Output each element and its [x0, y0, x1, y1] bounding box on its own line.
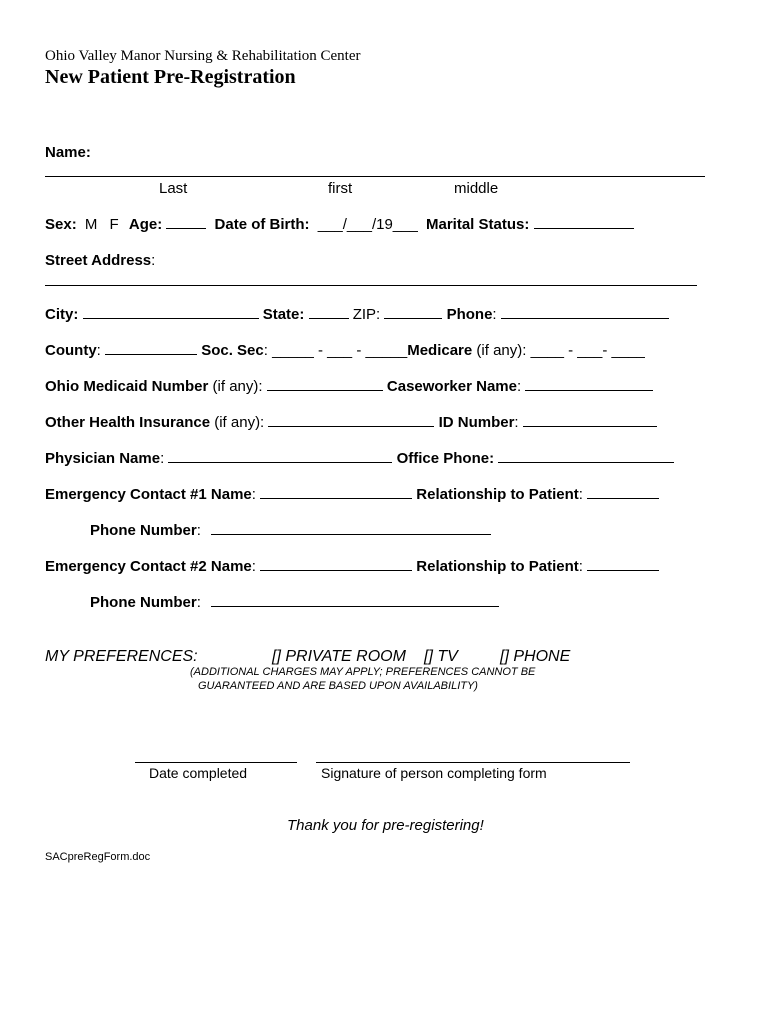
emergency-1-relationship-label: Relationship to Patient: [416, 486, 579, 503]
county-label: County: [45, 342, 97, 359]
emergency-1-name-label: Emergency Contact #1 Name: [45, 486, 252, 503]
emergency-1-phone-row: [90, 522, 491, 539]
caseworker-label: Caseworker Name: [386, 378, 517, 395]
medicare-suffix: (if any):: [476, 342, 527, 359]
soc-sec-label: Soc. Sec: [201, 342, 264, 359]
insurance-label: Other Health Insurance: [45, 414, 211, 431]
middle-name-caption: middle: [454, 180, 499, 197]
last-name-caption: Last: [159, 180, 188, 197]
insurance-row: [45, 414, 657, 431]
age-label: Age:: [128, 216, 163, 233]
zip-label: ZIP:: [352, 306, 381, 323]
city-field[interactable]: [83, 306, 259, 319]
insurance-suffix: (if any):: [214, 414, 265, 431]
date-completed-label: Date completed: [149, 765, 248, 781]
emergency-contact-2-row: [45, 558, 659, 575]
physician-row: [45, 450, 674, 467]
sex-label: Sex:: [45, 216, 77, 233]
id-number-colon: :: [514, 414, 519, 431]
signature-label: Signature of person completing form: [321, 765, 547, 781]
emergency-1-phone-label: Phone Number: [90, 522, 197, 539]
medicare-field[interactable]: ____ - ___- ____: [530, 342, 645, 359]
medicaid-suffix: (if any):: [212, 378, 263, 395]
zip-field[interactable]: [384, 306, 442, 319]
marital-status-field[interactable]: [534, 216, 634, 229]
preference-tv-checkbox[interactable]: [] TV: [424, 648, 458, 665]
form-title: New Patient Pre-Registration: [45, 66, 296, 88]
phone-field[interactable]: [501, 306, 669, 319]
phone-label: Phone: [446, 306, 493, 323]
dob-label: Date of Birth:: [214, 216, 310, 233]
preferences-note-line-2: GUARANTEED AND ARE BASED UPON AVAILABILITY): [198, 680, 478, 692]
street-address-colon: :: [151, 252, 156, 269]
state-label: State:: [262, 306, 305, 323]
office-phone-field[interactable]: [498, 450, 674, 463]
emergency-1-phone-field[interactable]: [211, 522, 491, 535]
preferences-note-line-1: (ADDITIONAL CHARGES MAY APPLY; PREFERENCES CANNOT BE: [190, 666, 536, 678]
soc-sec-field[interactable]: _____ - ___ - _____: [272, 342, 408, 359]
city-row: [45, 306, 669, 323]
phone-colon: :: [492, 306, 497, 323]
preferences-label: MY PREFERENCES:: [45, 648, 198, 665]
emergency-2-phone-colon: :: [196, 594, 201, 611]
caseworker-colon: :: [516, 378, 522, 395]
sex-options[interactable]: M F: [84, 216, 119, 233]
name-field[interactable]: [45, 176, 705, 177]
street-address-row: [45, 252, 155, 269]
facility-name: Ohio Valley Manor Nursing & Rehabilitation Center: [45, 48, 361, 64]
county-row: [45, 342, 645, 359]
emergency-1-phone-colon: :: [196, 522, 201, 539]
emergency-2-phone-field[interactable]: [211, 594, 499, 607]
medicaid-label: Ohio Medicaid Number: [45, 378, 209, 395]
emergency-1-relationship-field[interactable]: [587, 486, 659, 499]
soc-sec-colon: :: [263, 342, 268, 359]
emergency-1-name-colon: :: [251, 486, 256, 503]
emergency-2-name-colon: :: [251, 558, 256, 575]
name-label: Name:: [45, 144, 91, 161]
county-field[interactable]: [105, 342, 197, 355]
age-field[interactable]: [166, 216, 206, 229]
street-address-field[interactable]: [45, 285, 697, 286]
medicare-label: Medicare: [407, 342, 473, 359]
medicaid-field[interactable]: [267, 378, 383, 391]
preference-private-room-checkbox[interactable]: [] PRIVATE ROOM: [272, 648, 406, 665]
marital-status-label: Marital Status:: [426, 216, 530, 233]
id-number-label: ID Number: [438, 414, 515, 431]
insurance-field[interactable]: [268, 414, 434, 427]
document-filename: SACpreRegForm.doc: [45, 851, 151, 863]
physician-label: Physician Name: [45, 450, 161, 467]
sex-row: [45, 216, 634, 233]
emergency-2-relationship-label: Relationship to Patient: [416, 558, 579, 575]
emergency-2-phone-label: Phone Number: [90, 594, 197, 611]
street-address-label: Street Address: [45, 252, 152, 269]
emergency-2-relationship-colon: :: [578, 558, 583, 575]
city-label: City:: [45, 306, 79, 323]
county-colon: :: [96, 342, 101, 359]
physician-field[interactable]: [168, 450, 392, 463]
emergency-2-relationship-field[interactable]: [587, 558, 659, 571]
dob-field[interactable]: ___/___/19___: [317, 216, 418, 233]
first-name-caption: first: [328, 180, 353, 197]
emergency-2-name-field[interactable]: [260, 558, 412, 571]
medicaid-row: [45, 378, 653, 395]
signature-field[interactable]: [316, 762, 630, 763]
caseworker-field[interactable]: [525, 378, 653, 391]
date-completed-field[interactable]: [135, 762, 297, 763]
emergency-contact-1-row: [45, 486, 659, 503]
preference-phone-checkbox[interactable]: [] PHONE: [500, 648, 571, 665]
emergency-2-phone-row: [90, 594, 499, 611]
office-phone-label: Office Phone:: [396, 450, 495, 467]
emergency-2-name-label: Emergency Contact #2 Name: [45, 558, 252, 575]
emergency-1-relationship-colon: :: [578, 486, 583, 503]
state-field[interactable]: [309, 306, 349, 319]
id-number-field[interactable]: [523, 414, 657, 427]
thank-you-text: Thank you for pre-registering!: [287, 817, 484, 834]
emergency-1-name-field[interactable]: [260, 486, 412, 499]
physician-colon: :: [160, 450, 165, 467]
